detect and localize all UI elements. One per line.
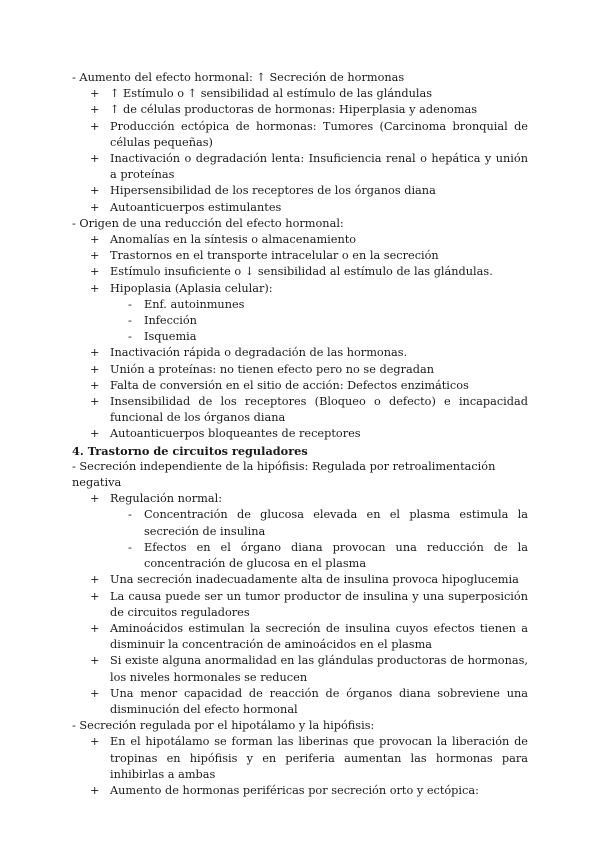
list-subitem: - Efectos en el órgano diana provocan una reducción de la concentración de glucosa en el plasma xyxy=(72,540,528,572)
list-subitem: - Infección xyxy=(72,313,528,329)
list-item: + Aumento de hormonas periféricas por secreción orto y ectópica: xyxy=(72,783,528,799)
list-item: + Una secreción inadecuadamente alta de insulina provoca hipoglucemia xyxy=(72,572,528,588)
list-item: + Trastornos en el transporte intracelular o en la secreción xyxy=(72,248,528,264)
list-item: + En el hipotálamo se forman las liberinas que provocan la liberación de tropinas en hipófisis y en periferia aumentan las hormonas para inhibirlas a ambas xyxy=(72,734,528,783)
list-item: + Una menor capacidad de reacción de órganos diana sobreviene una disminución del efecto hormonal xyxy=(72,686,528,718)
list-item: + Estímulo insuficiente o ↓ sensibilidad al estímulo de las glándulas. xyxy=(72,264,528,280)
list-item: + Hipoplasia (Aplasia celular): xyxy=(72,281,528,297)
list-item: - Aumento del efecto hormonal: ↑ Secreción de hormonas xyxy=(72,71,405,84)
list-item: + Producción ectópica de hormonas: Tumores (Carcinoma bronquial de células pequeñas) xyxy=(72,119,528,151)
list-item: + Aminoácidos estimulan la secreción de insulina cuyos efectos tienen a disminuir la concentración de aminoácidos en el plasma xyxy=(72,621,528,653)
list-subitem: - Concentración de glucosa elevada en el plasma estimula la secreción de insulina xyxy=(72,507,528,539)
list-item: + Hipersensibilidad de los receptores de los órganos diana xyxy=(72,183,528,199)
list-item: - Secreción regulada por el hipotálamo y la hipófisis: xyxy=(72,719,375,733)
list-item: + Regulación normal: xyxy=(72,491,528,507)
list-item: + La causa puede ser un tumor productor de insulina y una superposición de circuitos reguladores xyxy=(72,589,528,621)
list-item: + Inactivación rápida o degradación de las hormonas. xyxy=(72,345,528,361)
list-item: + Autoanticuerpos estimulantes xyxy=(72,200,528,216)
list-item: - Secreción independiente de la hipófisis: Regulada por retroalimentación negativa xyxy=(72,459,496,490)
list-subitem: - Isquemia xyxy=(72,329,528,345)
list-item: - Origen de una reducción del efecto hormonal: xyxy=(72,216,344,230)
list-item: + ↑ de células productoras de hormonas: Hiperplasia y adenomas xyxy=(72,102,528,118)
list-item: + Si existe alguna anormalidad en las glándulas productoras de hormonas, los niveles hormonales se reducen xyxy=(72,653,528,685)
list-item: + Unión a proteínas: no tienen efecto pero no se degradan xyxy=(72,362,528,378)
list-item: + Inactivación o degradación lenta: Insuficiencia renal o hepática y unión a proteínas xyxy=(72,151,528,183)
list-item: + Autoanticuerpos bloqueantes de receptores xyxy=(72,426,528,442)
section-heading: 4. Trastorno de circuitos reguladores xyxy=(72,443,308,458)
list-item: + Anomalías en la síntesis o almacenamiento xyxy=(72,232,528,248)
list-item: + Falta de conversión en el sitio de acción: Defectos enzimáticos xyxy=(72,378,528,394)
list-subitem: - Enf. autoinmunes xyxy=(72,297,528,313)
list-item: + Insensibilidad de los receptores (Bloqueo o defecto) e incapacidad funcional de los órganos diana xyxy=(72,394,528,426)
list-item: + ↑ Estímulo o ↑ sensibilidad al estímulo de las glándulas xyxy=(72,86,528,102)
